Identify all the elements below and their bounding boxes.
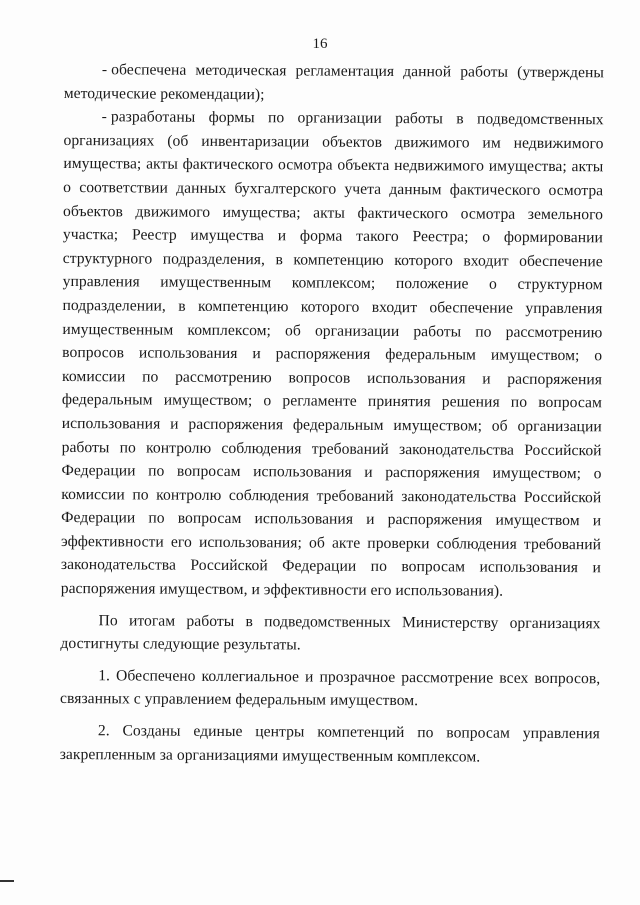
list-item-forms-developed [61,105,604,604]
list-dash: - [101,108,107,126]
scan-edge-mark [0,880,14,882]
page-number: 16 [312,36,328,52]
document-body [60,58,604,770]
paragraph-text: обеспечена методическая регламентация данной работы (утверждены методические рекомендации); [63,61,604,103]
results-intro-paragraph: По итогам работы в подведомственных Министерству организациях достигнуты следующие результаты. [60,611,601,654]
result-item-2: 2. Созданы единые центры компетенций по вопросам управления закрепленным за организациями имущественным комплексом. [59,722,600,766]
result-item-1: 1. Обеспечено коллегиальное и прозрачное рассмотрение всех вопросов, связанных с управлением федеральным имуществом. [60,667,601,710]
list-item-methodical-regulation [64,58,604,108]
paragraph-text: разработаны формы по организации работы в подведомственных организациях (об инвентаризации объектов движимого им недвижимого имущества; акты фактического осмотра объекта недвижимого имущества; акты о соответствии данных бухгалтерского учета данным фактического осмотра объектов движимого имущества; акты фактического осмотра земельного участка; Реестр имущества и форма такого Реестра; о формировании структурного подразделения, в компетенцию которого входит обеспечение управления имущественным комплексом; положение о структурном подразделении, в компетенцию которого входит обеспечение управления имущественным комплексом; об организации работы по рассмотрению вопросов использования и распоряжения федеральным имуществом; о комиссии по рассмотрению вопросов использования и распоряжения федеральным имуществом; о регламенте принятия решения по вопросам использования и распоряжения федеральным имуществом; об организации работы по контролю соблюдения требований законодательства Российской Федерации по вопросам использования и распоряжения имуществом; о комиссии по контролю соблюдения требований законодательства Российской Федерации по вопросам использования и распоряжения имуществом и эффективности его использования; об акте проверки соблюдения требований законодательства Российской Федерации по вопросам использования и распоряжения имуществом, и эффективности его использования). [60,108,604,600]
list-dash: - [101,61,108,79]
